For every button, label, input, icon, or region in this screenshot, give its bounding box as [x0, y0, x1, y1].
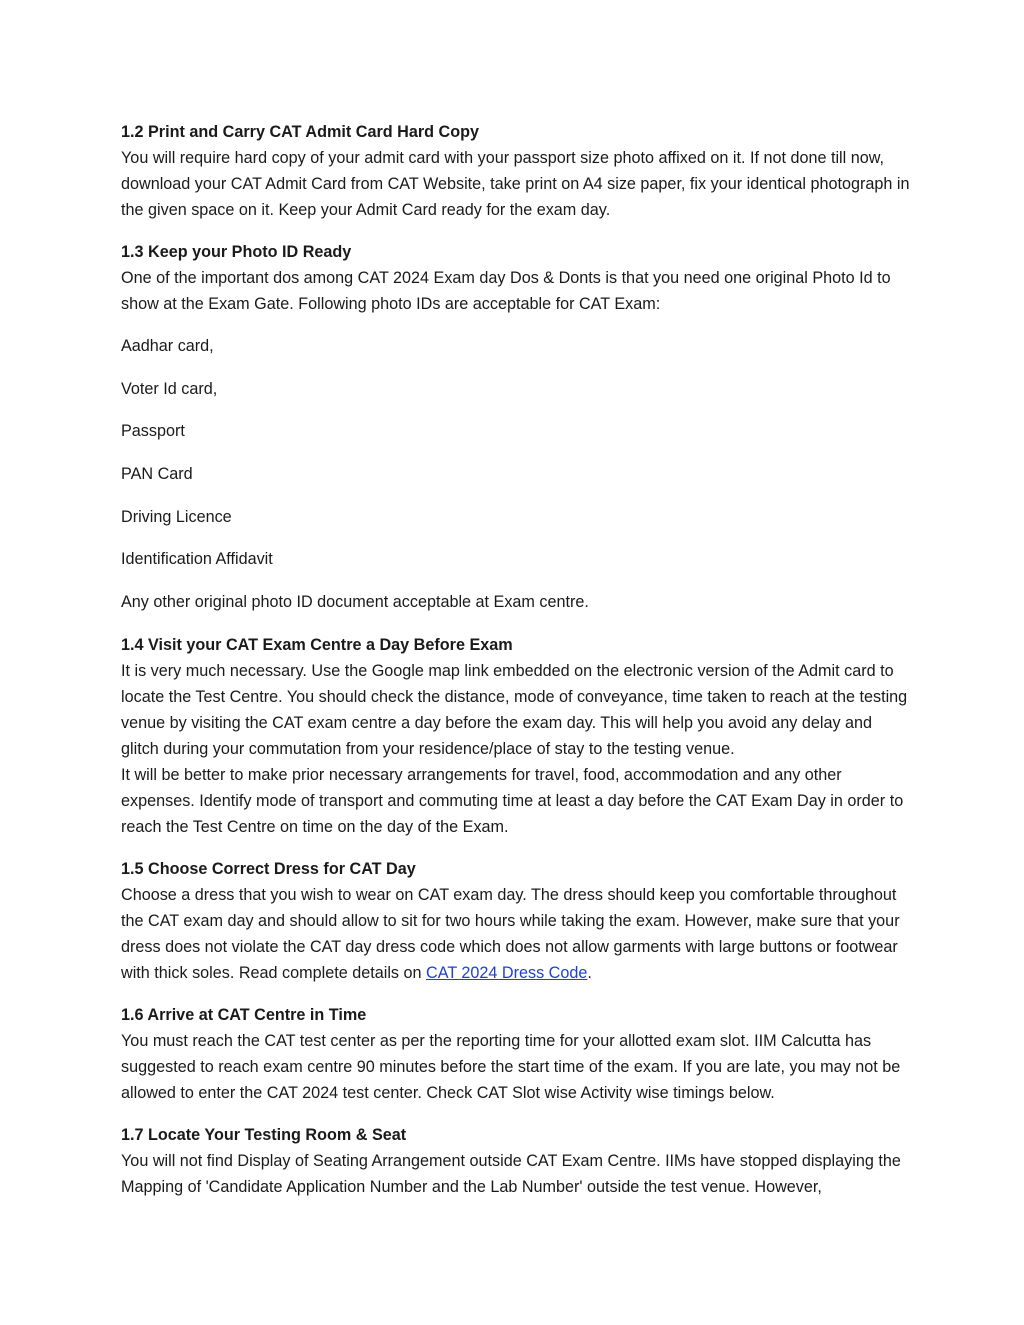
section-heading: 1.5 Choose Correct Dress for CAT Day: [121, 859, 416, 878]
section-body: One of the important dos among CAT 2024 Exam day Dos & Donts is that you need one original Photo Id to show at the Exam Gate. Following photo IDs are acceptable for CAT Exam:: [121, 269, 891, 313]
dress-code-link[interactable]: CAT 2024 Dress Code: [426, 963, 588, 982]
section-heading: 1.4 Visit your CAT Exam Centre a Day Before Exam: [121, 635, 513, 654]
section-heading: 1.6 Arrive at CAT Centre in Time: [121, 1005, 367, 1024]
section-dress: [121, 856, 911, 986]
section-body: You must reach the CAT test center as per the reporting time for your allotted exam slot. IIM Calcutta has suggested to reach exam centre 90 minutes before the start time of the exam. If you are late, you may not be allowed to enter the CAT 2024 test center. Check CAT Slot wise Activity wise timings below.: [121, 1031, 901, 1102]
section-heading: 1.3 Keep your Photo ID Ready: [121, 243, 352, 261]
section-visit-centre: [121, 632, 911, 840]
section-print-admit-card: [121, 119, 911, 223]
sentence-end: .: [587, 963, 592, 982]
list-item: PAN Card: [121, 465, 193, 484]
document-page: [121, 119, 911, 1216]
section-body: [121, 882, 911, 986]
list-item: Identification Affidavit: [121, 550, 273, 569]
section-body: You will require hard copy of your admit card with your passport size photo affixed on it. If not done till now, download your CAT Admit Card from CAT Website, take print on A4 size paper, fix your identical photograph in the given space on it. Keep your Admit Card ready for the exam day.: [121, 149, 910, 219]
section-body-continued: It will be better to make prior necessary arrangements for travel, food, accommodation and any other expenses. Identify mode of transport and commuting time at least a day before the CAT Exam Day in order to reach the Test Centre on time on the day of the Exam.: [121, 765, 904, 836]
section-body-text: Choose a dress that you wish to wear on CAT exam day. The dress should keep you comfortable throughout the CAT exam day and should allow to sit for two hours while taking the exam. However, make sure that your dress does not violate the CAT day dress code which does not allow garments with large buttons or footwear with thick soles. Read complete details on: [121, 885, 900, 982]
list-item: Driving Licence: [121, 507, 232, 526]
section-body: You will not find Display of Seating Arrangement outside CAT Exam Centre. IIMs have stopped displaying the Mapping of 'Candidate Application Number and the Lab Number' outside the test venue. However,: [121, 1151, 901, 1196]
section-locate-room: [121, 1122, 911, 1200]
list-item: Voter Id card,: [121, 379, 218, 398]
section-photo-id: [121, 239, 911, 317]
section-heading: 1.2 Print and Carry CAT Admit Card Hard Copy: [121, 123, 479, 141]
photo-id-list: [121, 333, 911, 615]
list-item: Passport: [121, 422, 185, 441]
section-arrive-time: [121, 1002, 911, 1106]
section-heading: 1.7 Locate Your Testing Room & Seat: [121, 1125, 407, 1144]
list-item: Any other original photo ID document acceptable at Exam centre.: [121, 593, 589, 612]
list-item: Aadhar card,: [121, 337, 214, 355]
section-body: It is very much necessary. Use the Google map link embedded on the electronic version of the Admit card to locate the Test Centre. You should check the distance, mode of conveyance, time taken to reach at the testing venue by visiting the CAT exam centre a day before the exam day. This will help you avoid any delay and glitch during your commutation from your residence/place of stay to the testing venue.: [121, 661, 908, 758]
